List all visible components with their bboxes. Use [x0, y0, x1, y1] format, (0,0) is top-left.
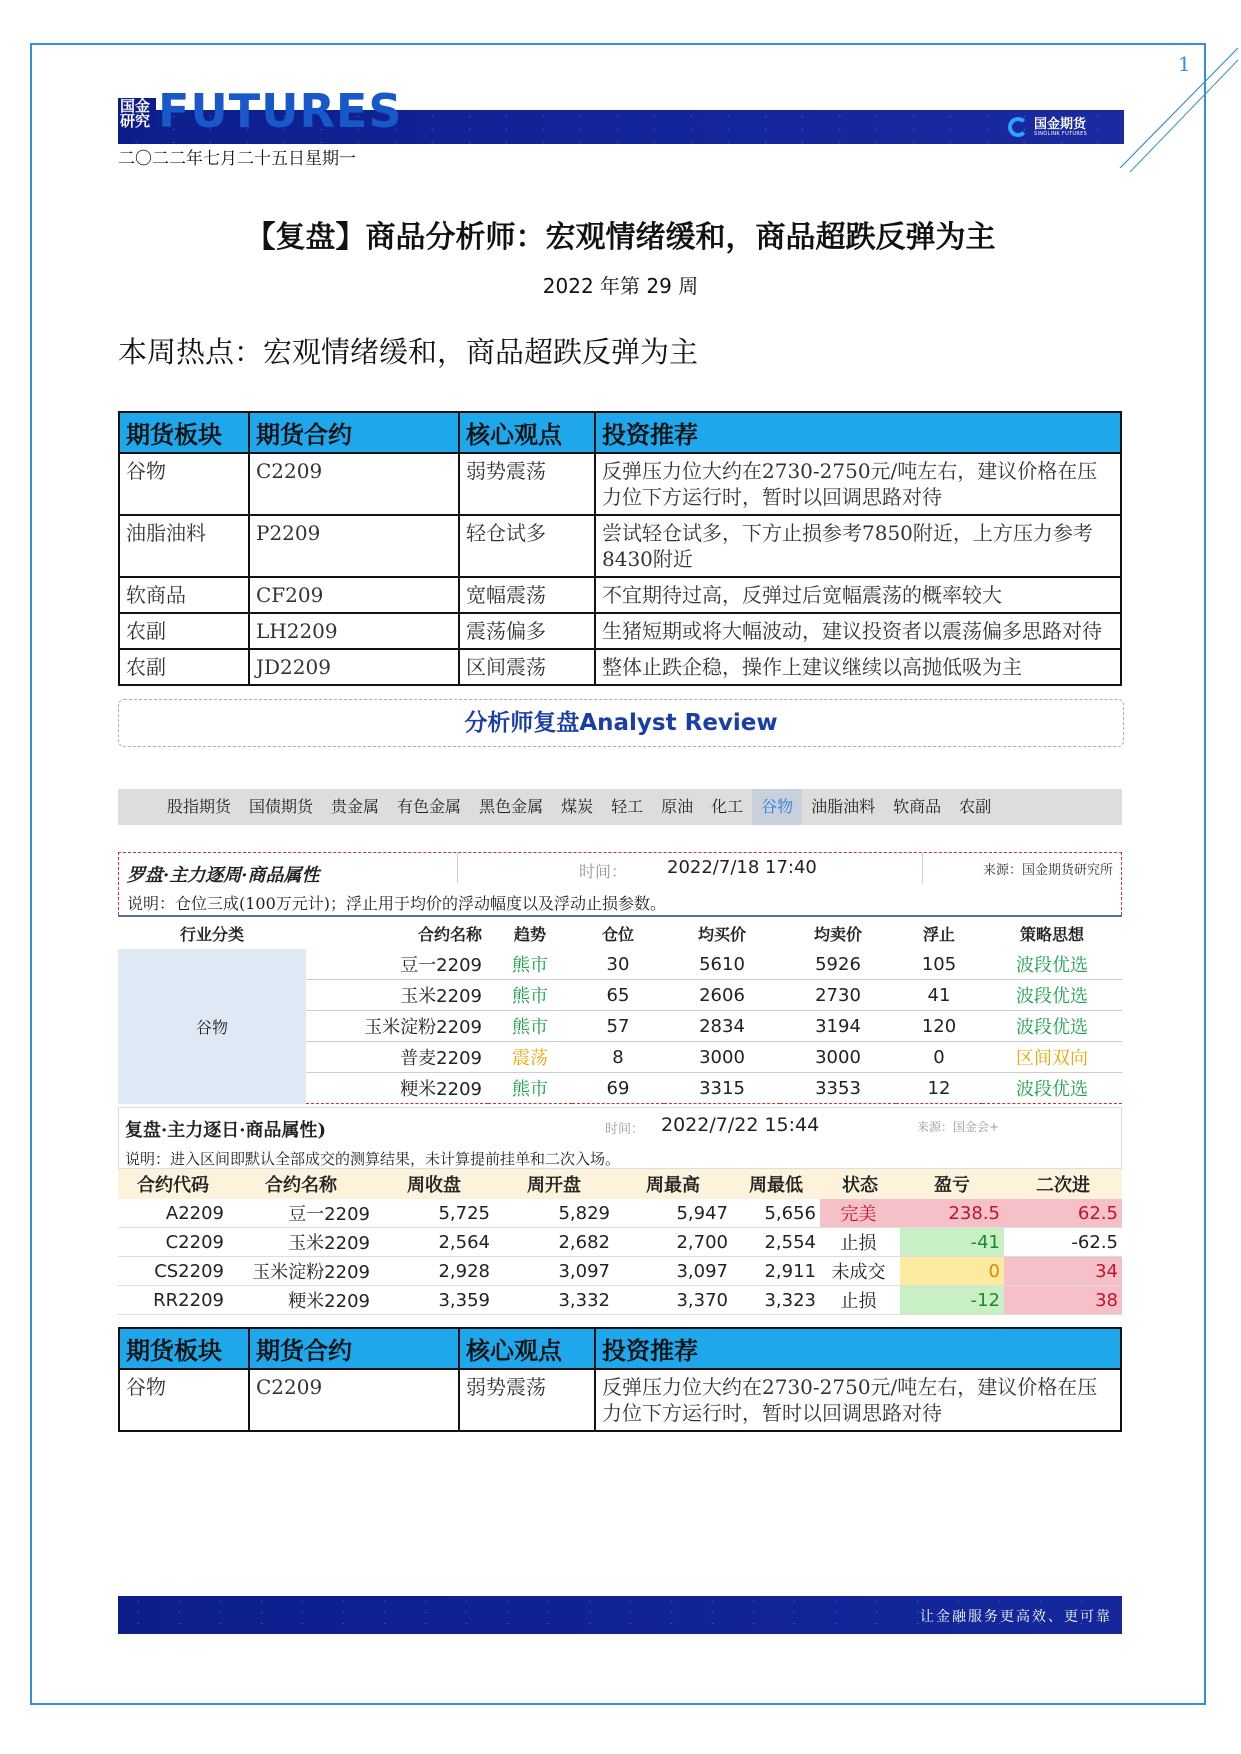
tab-oilseeds[interactable]: 油脂油料: [811, 797, 876, 816]
tab-chemical[interactable]: 化工: [711, 797, 744, 816]
col-header: 仓位: [572, 916, 664, 949]
time-value: 2022/7/22 15:44: [661, 1114, 820, 1136]
brand-futures-text: FUTURES: [158, 84, 403, 138]
col-header: 周开盘: [494, 1169, 614, 1199]
view-table: [118, 411, 1122, 686]
col-header: 合约名称: [228, 1169, 374, 1199]
table-row: 谷物 豆一2209 熊市 30 5610 5926 105 波段优选: [118, 949, 1122, 980]
tab-light-industry[interactable]: 轻工: [611, 797, 644, 816]
col-header: 投资推荐: [595, 1328, 1121, 1369]
col-header: 趋势: [488, 916, 572, 949]
col-header: 投资推荐: [595, 412, 1121, 453]
col-header: 期货板块: [119, 1328, 249, 1369]
table-row: 粳米2209 熊市 69 3315 3353 12 波段优选: [118, 1073, 1122, 1104]
report-title: 【复盘】商品分析师：宏观情绪缓和，商品超跌反弹为主: [245, 220, 996, 255]
panel-note: 说明：进入区间即默认全部成交的测算结果，未计算提前挂单和二次入场。: [125, 1150, 621, 1168]
col-header: 均买价: [664, 916, 780, 949]
col-header: 浮止: [896, 916, 982, 949]
sector-tabs: [118, 789, 1122, 825]
table-row: 农副 LH2209 震荡偏多 生猪短期或将大幅波动，建议投资者以震荡偏多思路对待: [119, 613, 1121, 649]
col-header: 核心观点: [459, 1328, 595, 1369]
daily-review-panel: [118, 1107, 1122, 1315]
col-header: 周最高: [614, 1169, 732, 1199]
brand-logo: 国金 研究 FUTURES: [120, 84, 403, 138]
industry-cell: 谷物: [118, 949, 306, 1104]
table-row: 普麦2209 震荡 8 3000 3000 0 区间双向: [118, 1042, 1122, 1073]
view-table-grains: [118, 1327, 1122, 1432]
corner-decoration: [1110, 40, 1240, 180]
tab-coal[interactable]: 煤炭: [561, 797, 594, 816]
table-row: 玉米淀粉2209 熊市 57 2834 3194 120 波段优选: [118, 1011, 1122, 1042]
col-header: 策略思想: [982, 916, 1122, 949]
time-value: 2022/7/18 17:40: [667, 857, 817, 878]
tab-soft-commodities[interactable]: 软商品: [893, 797, 942, 816]
table-row: 软商品 CF209 宽幅震荡 不宜期待过高，反弹过后宽幅震荡的概率较大: [119, 577, 1121, 613]
analyst-review-title: 分析师复盘Analyst Review: [118, 699, 1124, 747]
tab-precious-metals[interactable]: 贵金属: [331, 797, 380, 816]
tab-nonferrous[interactable]: 有色金属: [397, 797, 462, 816]
col-header: 期货合约: [249, 1328, 459, 1369]
panel-title: 罗盘·主力逐周·商品属性: [127, 865, 320, 886]
source-text: 来源：国金会+: [917, 1120, 1000, 1134]
footer-slogan: 让金融服务更高效、更可靠: [920, 1609, 1112, 1625]
col-header: 期货板块: [119, 412, 249, 453]
col-header: 周最低: [732, 1169, 820, 1199]
company-logo: 国金期货 SINOLINK FUTURES: [1008, 113, 1087, 141]
time-label: 时间：: [605, 1122, 645, 1137]
table-row: 谷物 C2209 弱势震荡 反弹压力位大约在2730-2750元/吨左右，建议价格在压力位下方运行时，暂时以回调思路对待: [119, 1369, 1121, 1431]
footer-banner: [118, 1596, 1122, 1634]
tab-agri-products[interactable]: 农副: [959, 797, 992, 816]
col-header: 盈亏: [900, 1169, 1004, 1199]
col-header: 合约名称: [306, 916, 488, 949]
page-number: 1: [1178, 52, 1191, 76]
daily-table: [118, 1169, 1122, 1315]
col-header: 状态: [820, 1169, 900, 1199]
table-row: C2209 玉米2209 2,564 2,682 2,700 2,554 止损 -41 -62.5: [118, 1228, 1122, 1257]
report-week: 2022 年第 29 周: [542, 274, 699, 298]
col-header: 行业分类: [118, 916, 306, 949]
tab-crude-oil[interactable]: 原油: [661, 797, 694, 816]
col-header: 二次进: [1004, 1169, 1122, 1199]
table-row: 玉米2209 熊市 65 2606 2730 41 波段优选: [118, 980, 1122, 1011]
table-row: 农副 JD2209 区间震荡 整体止跌企稳，操作上建议继续以高抛低吸为主: [119, 649, 1121, 685]
tab-grains[interactable]: 谷物: [752, 789, 802, 825]
col-header: 合约代码: [118, 1169, 228, 1199]
table-row: A2209 豆一2209 5,725 5,829 5,947 5,656 完美 238.5 62.5: [118, 1199, 1122, 1228]
col-header: 周收盘: [374, 1169, 494, 1199]
weekly-table: [118, 915, 1122, 1104]
report-date: 二〇二二年七月二十五日星期一: [118, 149, 356, 169]
table-row: 油脂油料 P2209 轻仓试多 尝试轻仓试多，下方止损参考7850附近，上方压力参考8430附近: [119, 515, 1121, 577]
company-logo-icon: [1008, 117, 1028, 137]
col-header: 期货合约: [249, 412, 459, 453]
tab-ferrous[interactable]: 黑色金属: [479, 797, 544, 816]
weekly-compass-panel: [118, 852, 1122, 1104]
table-row: 谷物 C2209 弱势震荡 反弹压力位大约在2730-2750元/吨左右，建议价格在压力位下方运行时，暂时以回调思路对待: [119, 453, 1121, 515]
hot-topic: 本周热点：宏观情绪缓和，商品超跌反弹为主: [118, 335, 699, 369]
tab-stock-index[interactable]: 股指期货: [167, 797, 232, 816]
table-row: RR2209 粳米2209 3,359 3,332 3,370 3,323 止损 -12 38: [118, 1286, 1122, 1315]
time-label: 时间：: [579, 862, 628, 881]
table-row: CS2209 玉米淀粉2209 2,928 3,097 3,097 2,911 未成交 0 34: [118, 1257, 1122, 1286]
panel-title: 复盘·主力逐日·商品属性): [125, 1120, 327, 1141]
source-text: 来源：国金期货研究所: [982, 863, 1113, 878]
col-header: 核心观点: [459, 412, 595, 453]
col-header: 均卖价: [780, 916, 896, 949]
panel-note: 说明：仓位三成(100万元计)；浮止用于均价的浮动幅度以及浮动止损参数。: [127, 894, 667, 913]
tab-treasury[interactable]: 国债期货: [249, 797, 314, 816]
